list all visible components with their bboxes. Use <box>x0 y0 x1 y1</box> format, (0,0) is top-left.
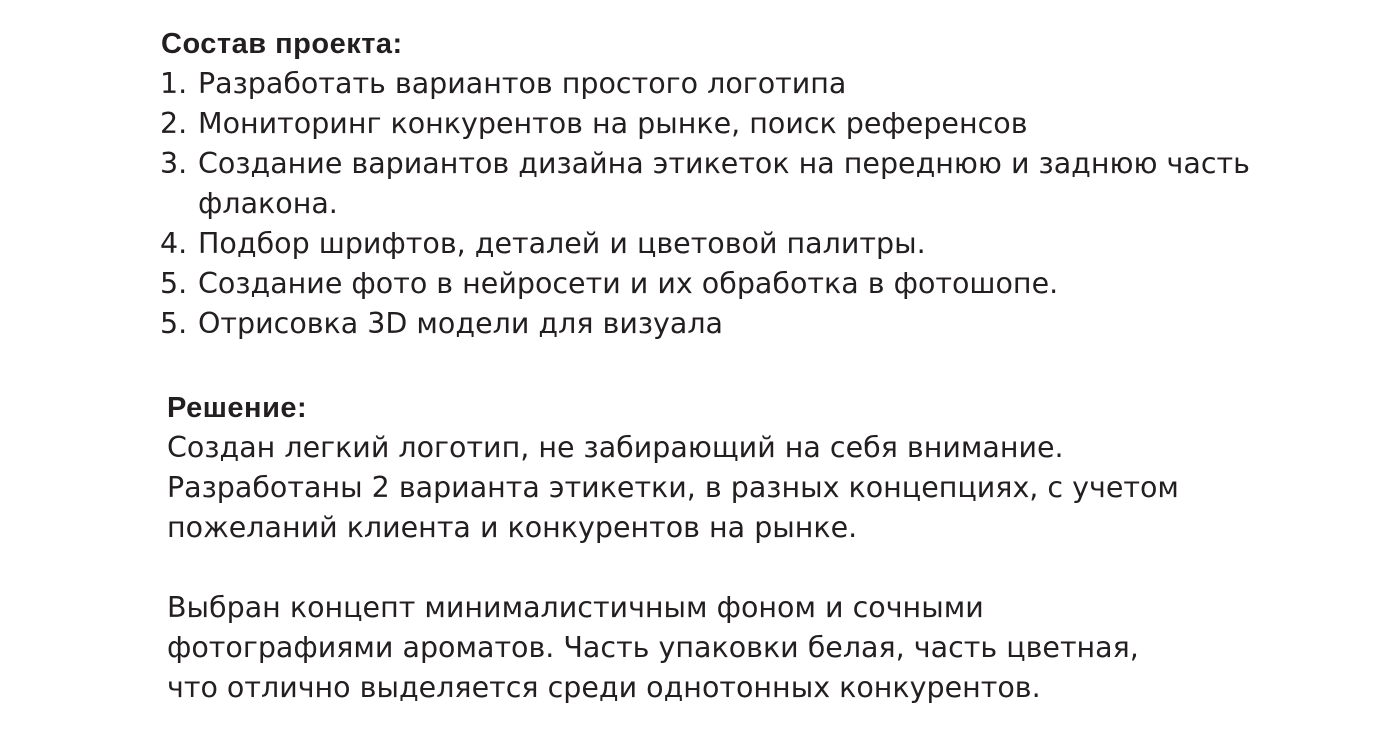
list-item <box>160 304 1400 344</box>
list-item-number: 2. <box>160 107 188 140</box>
list-item-number: 4. <box>160 227 188 260</box>
list-item <box>160 224 1400 264</box>
list-item-text: Создание вариантов дизайна этикеток на переднюю и заднюю часть флакона. <box>198 147 1250 220</box>
paragraph-line: Разработаны 2 варианта этикетки, в разных концепциях, с учетом <box>167 471 1179 504</box>
list-item-number: 5. <box>160 267 188 300</box>
list-item-text: Создание фото в нейросети и их обработка в фотошопе. <box>198 267 1059 300</box>
list-item-text: Отрисовка 3D модели для визуала <box>198 307 724 340</box>
list-item <box>160 264 1400 304</box>
paragraph-line: что отлично выделяется среди однотонных конкурентов. <box>167 671 1041 704</box>
solution-heading: Решение: <box>167 392 308 424</box>
project-task-list <box>0 64 1400 344</box>
list-item-text: Мониторинг конкурентов на рынке, поиск референсов <box>198 107 1028 140</box>
list-item-number: 3. <box>160 147 188 180</box>
list-item-text: Разработать вариантов простого логотипа <box>198 67 847 100</box>
paragraph-line: Создан легкий логотип, не забирающий на себя внимание. <box>167 431 1064 464</box>
list-item <box>160 64 1400 104</box>
solution-paragraph-2 <box>167 588 1400 708</box>
solution-paragraph-1 <box>167 428 1400 548</box>
solution-section <box>0 388 1400 708</box>
paragraph-line: Выбран концепт минималистичным фоном и сочными <box>167 591 984 624</box>
list-item-number: 5. <box>160 307 188 340</box>
project-composition-section <box>0 24 1400 344</box>
list-item <box>160 104 1400 144</box>
paragraph-line: фотографиями ароматов. Часть упаковки белая, часть цветная, <box>167 631 1139 664</box>
list-item <box>160 144 1400 224</box>
project-composition-heading: Состав проекта: <box>161 28 403 60</box>
paragraph-line: пожеланий клиента и конкурентов на рынке. <box>167 511 858 544</box>
list-item-text: Подбор шрифтов, деталей и цветовой палитры. <box>198 227 926 260</box>
list-item-number: 1. <box>160 67 188 100</box>
